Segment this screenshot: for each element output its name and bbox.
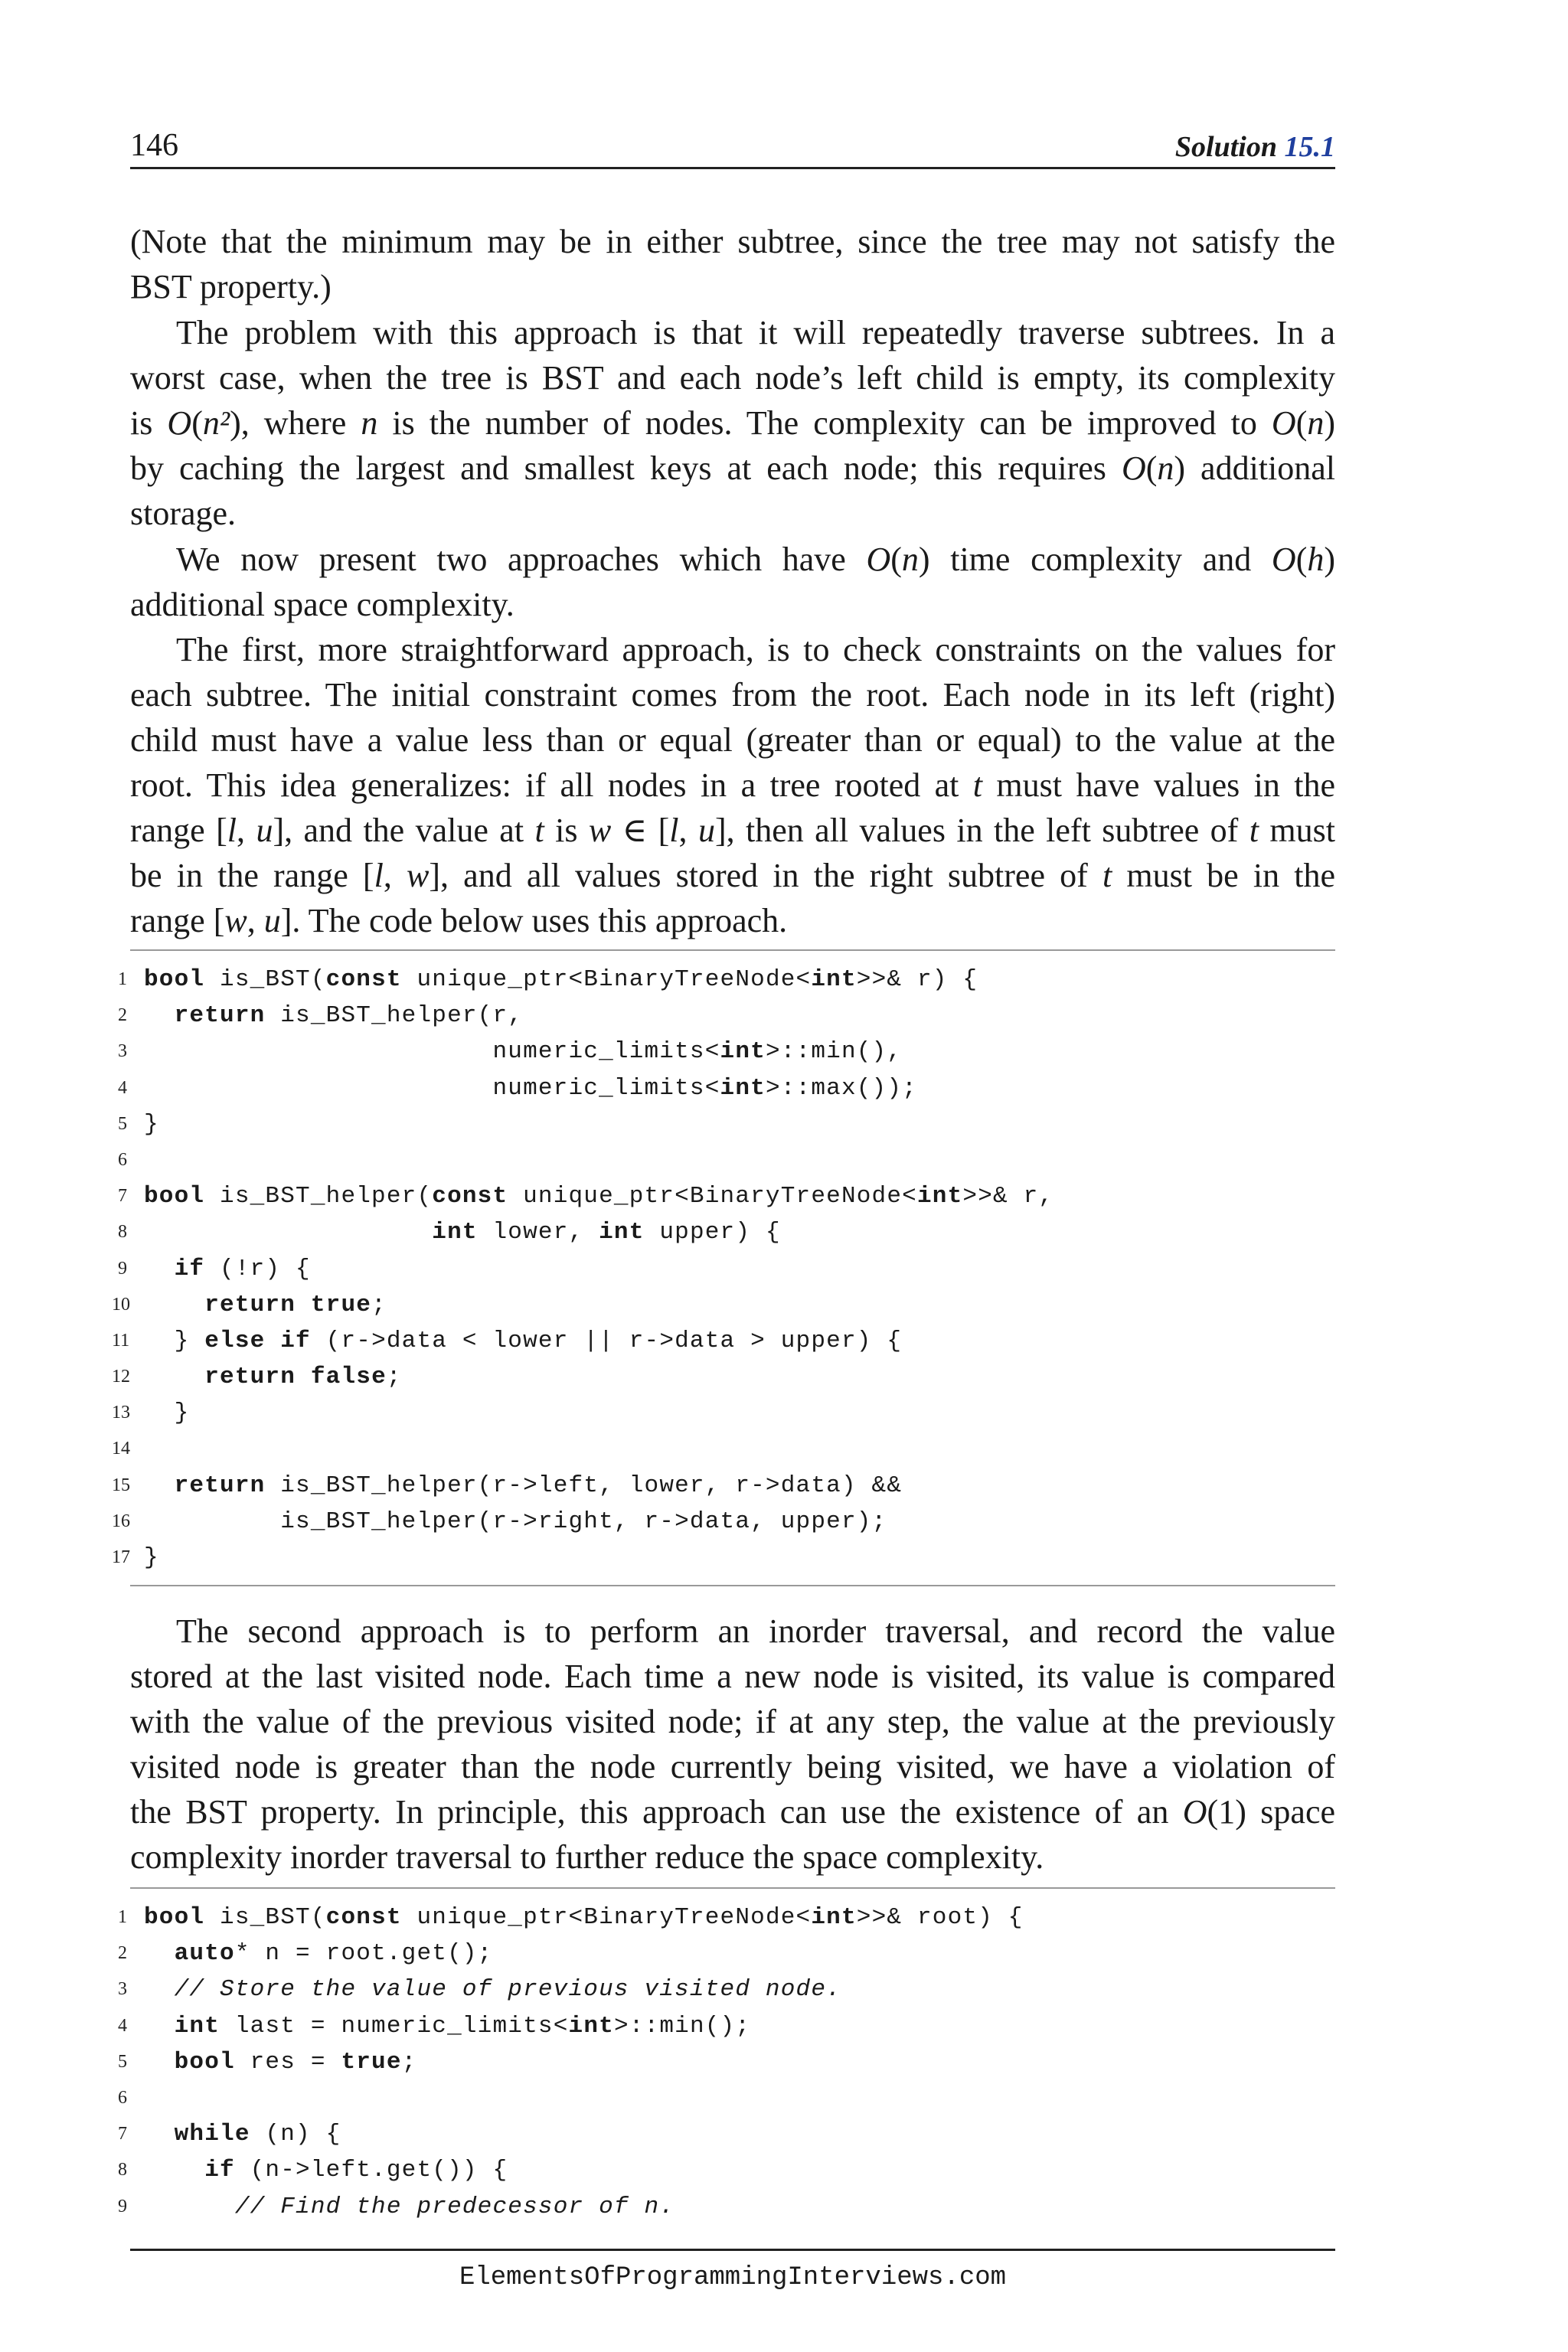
page-number: 146 [130,128,178,163]
line-number: 8 [118,1222,127,1243]
text-line: The first, more straightforward approach, is to check constraints on the values for [176,631,1335,668]
text-line: range [l, u], and the value at t is w ∈ [l, u], then all values in the left subtree of t must [130,812,1335,849]
code-line [118,2189,1335,2225]
code-line [118,2044,1335,2080]
text-line: child must have a value less than or equal (greater than or equal) to the value at the [130,721,1335,759]
line-number: 3 [118,1041,127,1062]
text-line: additional space complexity. [130,586,514,623]
code-text: return true; [204,1291,387,1318]
code-text: numeric_limits<int>::max()); [144,1074,917,1102]
text-line: the BST property. In principle, this approach can use the existence of an O(1) space [130,1793,1336,1831]
code-line [118,1178,1335,1214]
code-text: int lower, int upper) { [432,1219,781,1246]
line-number: 12 [112,1367,130,1387]
text-line: complexity inorder traversal to further reduce the space complexity. [130,1838,1044,1876]
code-line [118,1034,1335,1070]
code-text: return is_BST_helper(r->left, lower, r->data) && [174,1472,903,1499]
code-text: } [144,1110,159,1138]
code-line [118,1900,1335,1936]
text-line: storage. [130,495,237,532]
line-number: 14 [112,1439,130,1459]
paragraph-2 [130,310,1335,536]
code-line [118,2152,1335,2188]
text-line: be in the range [l, w], and all values stored in the right subtree of t must be in the [130,857,1336,894]
section-ref-link[interactable]: 15.1 [1284,131,1335,163]
code-line [118,1142,1335,1178]
code-text: numeric_limits<int>::min(), [144,1038,903,1066]
code-line [118,1106,1335,1142]
code-text: is_BST_helper(r->right, r->data, upper); [144,1508,887,1535]
line-number: 7 [118,2124,127,2145]
code-text: while (n) { [174,2121,341,2148]
line-number: 4 [118,2015,127,2036]
text-line: (Note that the minimum may be in either subtree, since the tree may not satisfy the [130,223,1335,260]
code-line [112,1504,1335,1540]
code-line [118,2008,1335,2044]
code-text: bool is_BST_helper(const unique_ptr<BinaryTreeNode<int>>& r, [144,1183,1054,1210]
code-text: int last = numeric_limits<int>::min(); [174,2012,751,2040]
code-line [118,1070,1335,1106]
code-line [118,2116,1335,2152]
code-text: auto* n = root.get(); [174,1940,493,1968]
footer-site: ElementsOfProgrammingInterviews.com [459,2263,1007,2292]
code-text: // Find the predecessor of n. [234,2193,675,2220]
code-text: bool is_BST(const unique_ptr<BinaryTreeNode<int>>& root) { [144,1904,1024,1931]
code-line [118,1936,1335,1971]
text-line: each subtree. The initial constraint comes from the root. Each node in its left (right) [130,676,1335,714]
code-line [112,1287,1335,1323]
code-line [112,1359,1335,1395]
code-line [118,2080,1335,2116]
text-line: is O(n²), where n is the number of nodes. The complexity can be improved to O(n) [130,404,1335,442]
text-line: The problem with this approach is that it will repeatedly traverse subtrees. In a [176,314,1335,351]
line-number: 5 [118,2051,127,2072]
code-text: bool res = true; [174,2048,417,2076]
code-line [112,1431,1335,1467]
line-number: 6 [118,1149,127,1170]
code-text: } else if (r->data < lower || r->data > upper) { [144,1327,903,1354]
code-line [118,998,1335,1034]
line-number: 10 [112,1294,130,1315]
line-number: 7 [118,1186,127,1207]
code-text: if (!r) { [174,1255,311,1282]
code-line [112,1540,1335,1576]
code-text: return false; [204,1364,402,1391]
line-number: 6 [118,2087,127,2108]
text-line: BST property.) [130,268,332,305]
line-number: 2 [118,1005,127,1026]
code-line [112,1468,1335,1504]
paragraph-5 [130,1609,1335,1880]
code-text: bool is_BST(const unique_ptr<BinaryTreeNode<int>>& r) { [144,966,978,993]
code-line [118,1971,1335,2007]
line-number: 3 [118,1979,127,2000]
code-line [118,1251,1335,1287]
page-footer [130,2249,1335,2292]
text-line: visited node is greater than the node currently being visited, we have a violation of [130,1748,1335,1785]
running-head [1175,130,1335,164]
line-number: 9 [118,1258,127,1279]
text-line: with the value of the previous visited node; if at any step, the value at the previously [130,1703,1335,1740]
line-number: 11 [112,1330,130,1351]
paragraph-1 [130,219,1335,309]
code-listing-1 [112,949,1335,1586]
text-line: We now present two approaches which have O(n) time complexity and O(h) [176,541,1335,578]
code-text: // Store the value of previous visited node. [174,1976,841,2004]
text-line: stored at the last visited node. Each time a new node is visited, its value is compared [130,1658,1335,1695]
code-text: return is_BST_helper(r, [174,1002,524,1030]
text-line: root. This idea generalizes: if all nodes in a tree rooted at t must have values in the [130,766,1336,804]
line-number: 1 [118,969,127,989]
line-number: 16 [112,1511,130,1531]
text-line: worst case, when the tree is BST and each node’s left child is empty, its complexity [130,359,1335,397]
code-line [112,1323,1335,1359]
paragraph-3 [130,537,1335,627]
line-number: 13 [112,1403,130,1423]
line-number: 2 [118,1943,127,1964]
line-number: 15 [112,1475,130,1495]
line-number: 17 [112,1547,130,1567]
code-line [112,1395,1335,1431]
line-number: 8 [118,2160,127,2180]
text-line: range [w, u]. The code below uses this approach. [130,902,788,939]
text-line: by caching the largest and smallest keys at each node; this requires O(n) additional [130,449,1335,487]
code-line [118,962,1335,998]
page-header [130,121,1335,169]
text-line: The second approach is to perform an inorder traversal, and record the value [176,1612,1335,1650]
line-number: 5 [118,1113,127,1134]
line-number: 1 [118,1907,127,1927]
paragraph-4 [130,627,1335,943]
code-text: } [144,1544,159,1571]
line-number: 9 [118,2196,127,2216]
line-number: 4 [118,1077,127,1098]
code-text: } [144,1400,190,1427]
code-listing-2 [118,1887,1335,2225]
code-text: if (n->left.get()) { [204,2157,508,2184]
section-label: Solution [1174,131,1277,163]
code-line [118,1214,1335,1250]
